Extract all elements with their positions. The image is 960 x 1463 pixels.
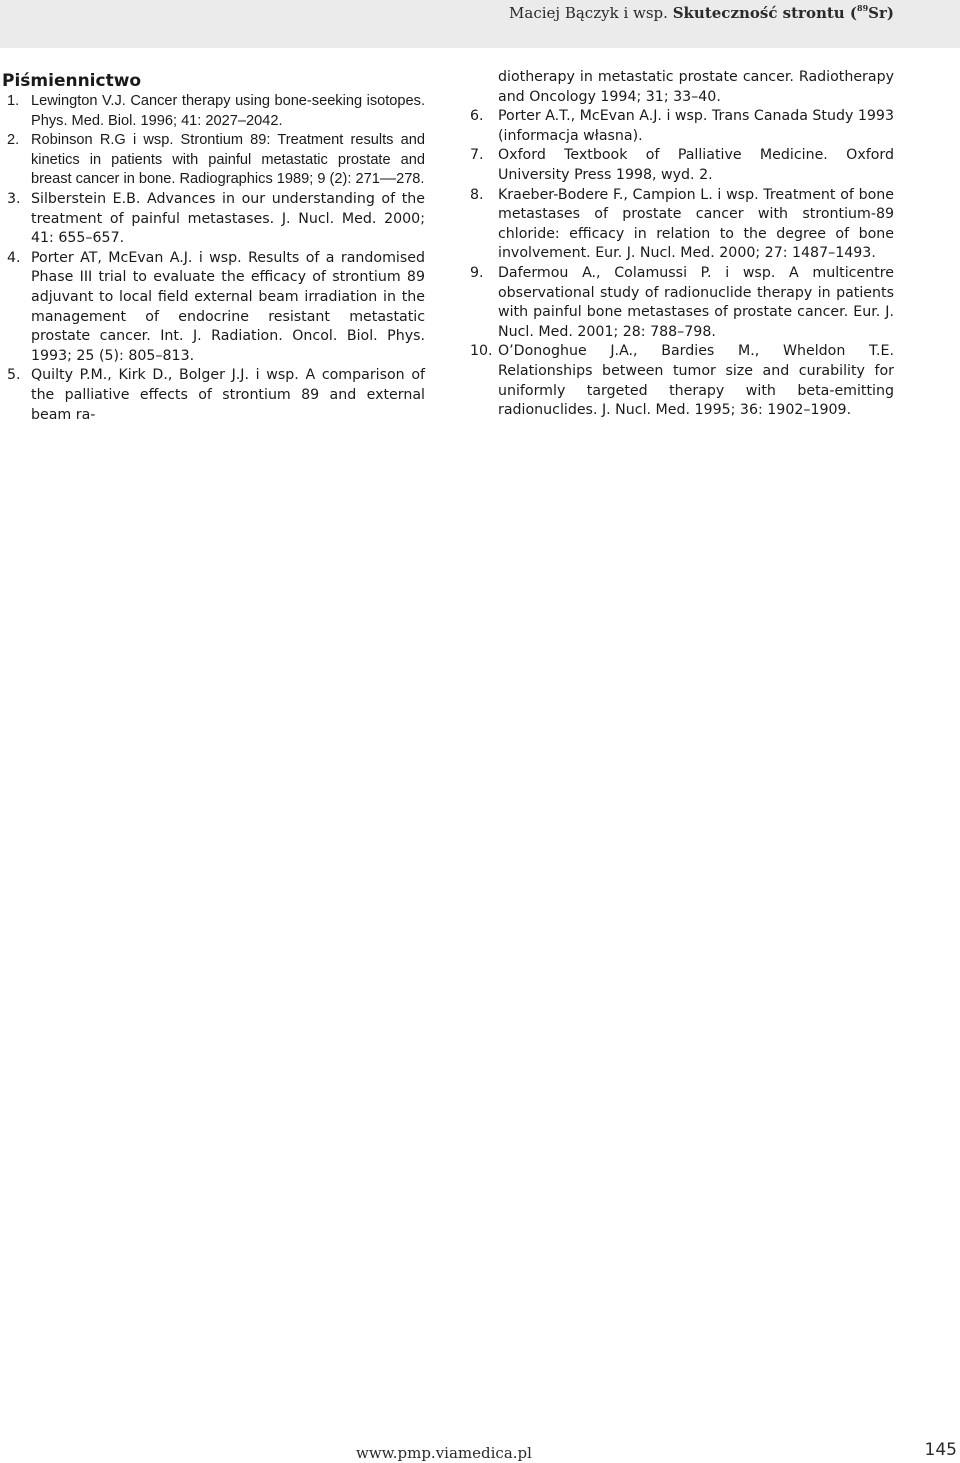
- reference-list-right: [470, 107, 894, 421]
- reference-number: 8.: [470, 186, 484, 203]
- reference-text: Oxford Textbook of Palliative Medicine. Oxford University Press 1998, wyd. 2.: [498, 147, 894, 183]
- header-authors: Maciej Bączyk i wsp.: [509, 4, 668, 22]
- reference-number: 6.: [470, 108, 484, 125]
- reference-item: [470, 107, 894, 146]
- right-column: [470, 68, 894, 421]
- reference-item: [7, 366, 425, 425]
- reference-text: O’Donoghue J.A., Bardies M., Wheldon T.E. Relationships between tumor size and curability for uniformly targeted therapy with beta-emitting radionuclides. J. Nucl. Med. 1995; 36: 1902–1909.: [498, 343, 894, 419]
- reference-text: Robinson R.G i wsp. Strontium 89: Treatment results and kinetics in patients with painful metastatic prostate and breast cancer in bone. Radiographics 1989; 9 (2): 271––278.: [31, 132, 425, 188]
- reference-text: Lewington V.J. Cancer therapy using bone-seeking isotopes. Phys. Med. Biol. 1996; 41: 2027–2042.: [31, 93, 425, 129]
- reference-item: [470, 264, 894, 342]
- reference-text: Dafermou A., Colamussi P. i wsp. A multicentre observational study of radionuclide therapy in patients with painful bone metastases of prostate cancer. Eur. J. Nucl. Med. 2001; 28: 788–798.: [498, 264, 894, 340]
- page-number: 145: [924, 1440, 957, 1460]
- reference-item: [7, 92, 425, 131]
- reference-item: [470, 342, 894, 420]
- reference-text: Porter AT, McEvan A.J. i wsp. Results of a randomised Phase III trial to evaluate the efficacy of strontium 89 adjuvant to local field external beam irradiation in the management of endocrine resistant metastatic prostate cancer. Int. J. Radiation. Oncol. Biol. Phys. 1993; 25 (5): 805–813.: [31, 249, 425, 364]
- reference-item: [7, 131, 425, 190]
- reference-number: 3.: [7, 190, 21, 207]
- reference-number: 10.: [470, 343, 493, 360]
- running-header: [0, 0, 960, 48]
- reference-text: Porter A.T., McEvan A.J. i wsp. Trans Canada Study 1993 (informacja własna).: [498, 108, 894, 144]
- header-title: [673, 4, 894, 22]
- reference-list-left: [7, 92, 425, 425]
- header-title-suffix: Sr): [868, 4, 894, 22]
- reference-item: [7, 190, 425, 249]
- reference-number: 4.: [7, 249, 21, 266]
- running-header-text: [509, 0, 894, 22]
- reference-number: 2.: [7, 132, 20, 149]
- left-column: [2, 68, 425, 425]
- header-title-prefix: Skuteczność strontu (: [672, 4, 858, 22]
- reference-item: [7, 249, 425, 367]
- reference-text: Quilty P.M., Kirk D., Bolger J.J. i wsp. A comparison of the palliative effects of strontium 89 and external beam ra-: [31, 367, 425, 423]
- header-superscript: 89: [857, 3, 869, 13]
- reference-number: 5.: [7, 367, 21, 384]
- reference-number: 1.: [7, 93, 20, 109]
- section-title: Piśmiennictwo: [2, 71, 142, 91]
- reference-item: [470, 146, 894, 185]
- reference-number: 7.: [470, 147, 484, 164]
- reference-continuation: diotherapy in metastatic prostate cancer. Radiotherapy and Oncology 1994; 31; 33–40.: [498, 69, 894, 105]
- reference-text: Kraeber-Bodere F., Campion L. i wsp. Treatment of bone metastases of prostate cancer with strontium-89 chloride: efficacy in relation to the degree of bone involvement. Eur. J. Nucl. Med. 2000; 27: 1487–1493.: [498, 186, 894, 262]
- footer-url: www.pmp.viamedica.pl: [356, 1444, 532, 1462]
- reference-item: [470, 186, 894, 264]
- reference-number: 9.: [470, 264, 484, 281]
- reference-text: Silberstein E.B. Advances in our understanding of the treatment of painful metastases. J. Nucl. Med. 2000; 41: 655–657.: [31, 190, 425, 247]
